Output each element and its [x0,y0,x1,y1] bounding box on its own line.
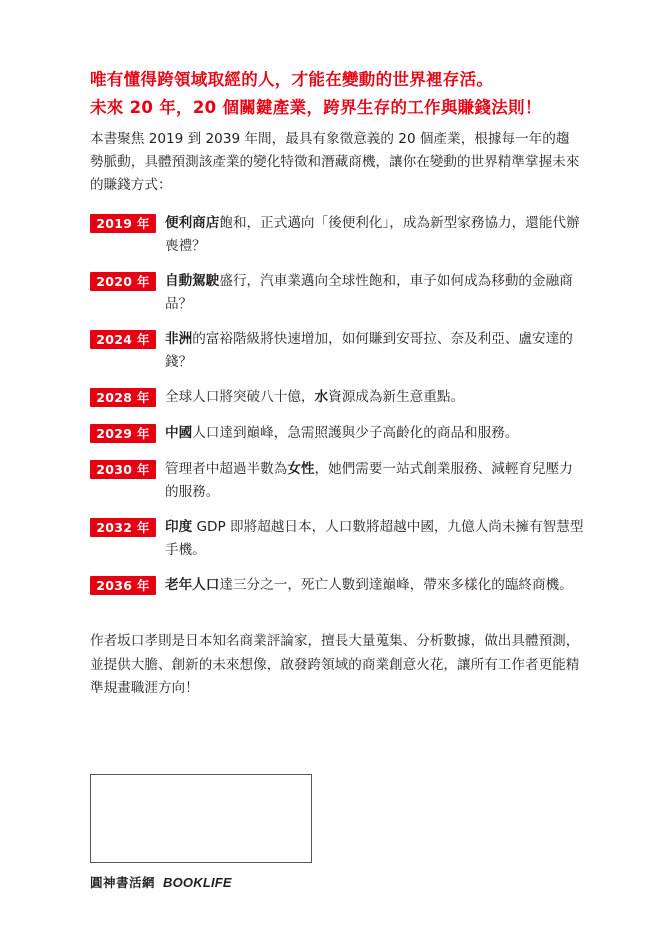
item-text [165,386,585,409]
item-text [165,574,585,597]
item-text-part: 的富裕階級將快速增加，如何賺到安哥拉、奈及利亞、盧安達的錢？ [165,331,573,370]
highlight-term: 中國 [165,425,193,441]
year-badge: 2019 年 [90,214,156,233]
highlight-term: 便利商店 [165,215,220,231]
item-text-part: 飽和，正式邁向「後便利化」，成為新型家務協力，還能代辦喪禮？ [165,215,580,254]
barcode-box [90,774,312,863]
headline-line-1: 唯有懂得跨領域取經的人，才能在變動的世界裡存活。 [90,70,494,89]
item-text-part: 資源成為新生意重點。 [328,389,465,405]
item-text [165,516,585,562]
item-text-part: ，她們需要一站式創業服務、減輕育兒壓力的服務。 [165,461,573,500]
publisher-name: 圓神書活網 [90,875,156,890]
item-text-part: 管理者中超過半數為 [165,461,288,477]
highlight-term: 女性 [287,461,315,477]
highlight-term: 老年人口 [165,577,220,593]
year-badge: 2020 年 [90,272,156,291]
author-paragraph: 作者坂口孝則是日本知名商業評論家，擅長大量蒐集、分析數據，做出具體預測，並提供大膽、創新的未來想像，啟發跨領域的商業創意火花，讓所有工作者更能精準規畫職涯方向！ [90,633,580,696]
item-text-part: 達三分之一，死亡人數到達巔峰，帶來多樣化的臨終商機。 [219,577,573,593]
year-badge: 2036 年 [90,576,156,595]
year-badge: 2030 年 [90,460,156,479]
headline [90,66,610,122]
item-text-part: 盛行，汽車業邁向全球性飽和，車子如何成為移動的金融商品？ [165,273,573,312]
item-text [165,270,585,316]
publisher [90,872,232,892]
item-text-part: 全球人口將突破八十億， [165,389,315,405]
item-text [165,212,585,258]
highlight-term: 非洲 [165,331,193,347]
intro-paragraph: 本書聚焦 2019 到 2039 年間，最具有象徵意義的 20 個產業，根據每一年的趨勢脈動，具體預測該產業的變化特徵和潛藏商機，讓你在變動的世界精準掌握未來的賺錢方式： [90,131,580,193]
year-badge: 2029 年 [90,424,156,443]
item-text-part: GDP 即將超越日本，人口數將超越中國，九億人尚未擁有智慧型手機。 [165,519,584,558]
highlight-term: 自動駕駛 [165,273,220,289]
year-badge: 2028 年 [90,388,156,407]
item-text [165,458,585,504]
item-text-part: 人口達到巔峰，急需照護與少子高齡化的商品和服務。 [192,425,519,441]
booklife-logo: BOOKLIFE [163,874,232,890]
highlight-term: 水 [314,389,329,405]
year-badge: 2024 年 [90,330,156,349]
highlight-term: 印度 [165,519,193,535]
item-text [165,422,585,445]
item-text [165,328,585,374]
headline-line-2: 未來 20 年，20 個關鍵產業，跨界生存的工作與賺錢法則！ [90,98,542,117]
year-badge: 2032 年 [90,518,156,537]
